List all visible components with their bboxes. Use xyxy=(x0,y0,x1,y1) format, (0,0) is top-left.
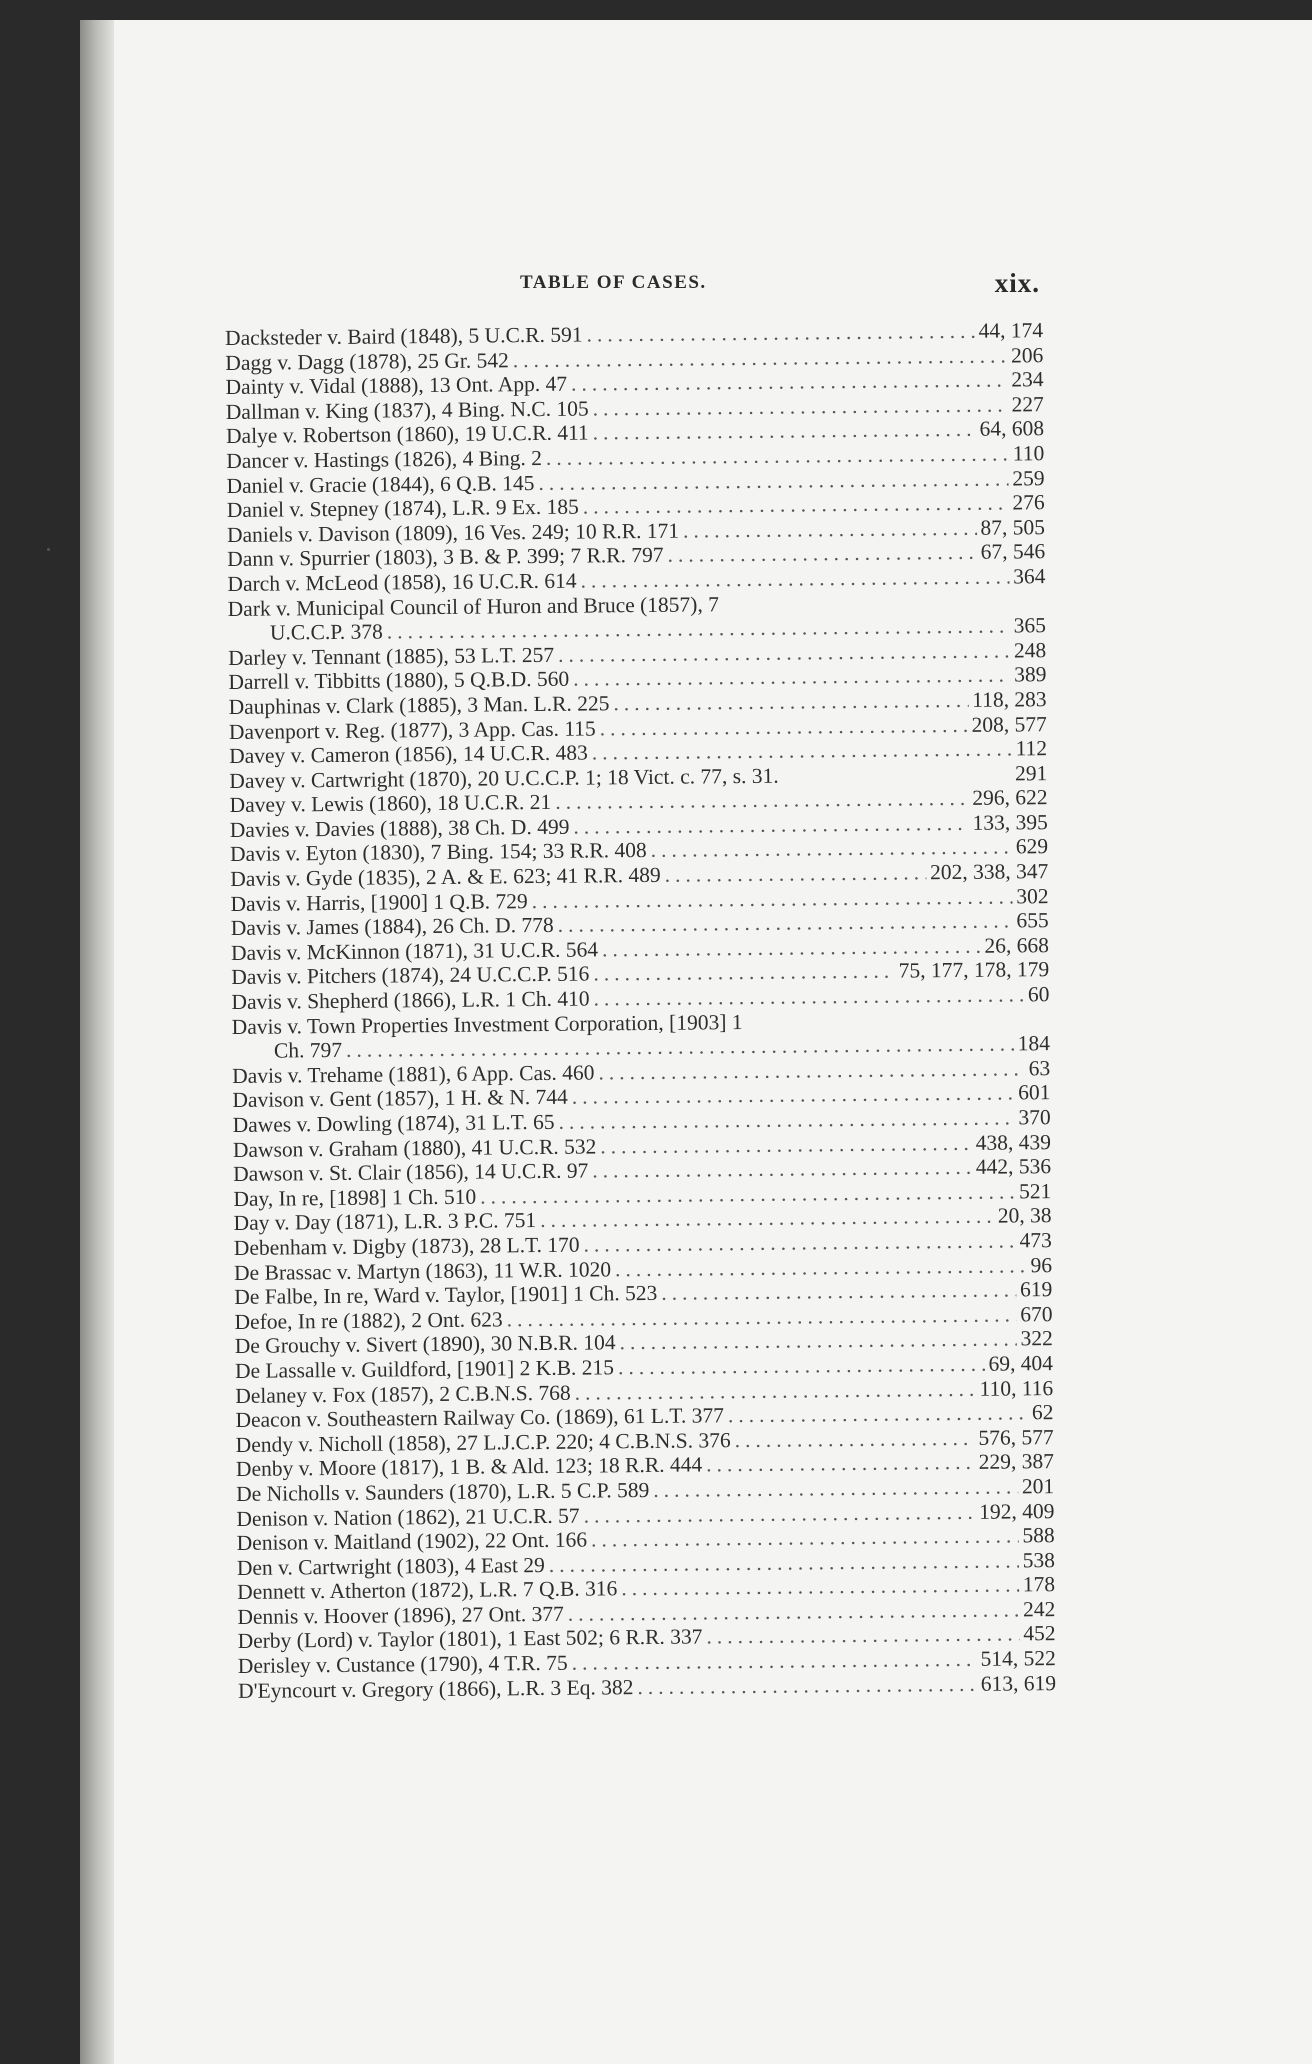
page-references: 364 xyxy=(1013,564,1046,589)
page-references: 601 xyxy=(1018,1080,1051,1105)
page-references: 588 xyxy=(1022,1523,1055,1548)
page-references: 670 xyxy=(1020,1301,1053,1327)
case-citation-continued: U.C.C.P. 378 xyxy=(269,619,383,645)
page-references: 202, 338, 347 xyxy=(929,859,1049,885)
page-references: 259 xyxy=(1012,465,1045,491)
case-citation: Debenham v. Digby (1873), 28 L.T. 170 xyxy=(233,1232,580,1260)
case-citation: Davey v. Lewis (1860), 18 U.C.R. 21 xyxy=(229,790,552,818)
dot-leader xyxy=(667,540,976,568)
case-citation: Darley v. Tennant (1885), 53 L.T. 257 xyxy=(228,642,555,670)
page-references: 442, 536 xyxy=(975,1154,1052,1180)
case-citation: Delaney v. Fox (1857), 2 C.B.N.S. 768 xyxy=(235,1380,571,1408)
case-citation: Davis v. McKinnon (1871), 31 U.C.R. 564 xyxy=(230,937,599,965)
page-references: 64, 608 xyxy=(979,416,1045,442)
page-references: 248 xyxy=(1013,637,1047,663)
page-references: 629 xyxy=(1015,834,1049,859)
page-references: 192, 409 xyxy=(979,1498,1055,1524)
page-references: 184 xyxy=(1017,1031,1051,1056)
case-citation-continued: Ch. 797 xyxy=(273,1038,343,1063)
page-references: 206 xyxy=(1010,342,1044,368)
page-references: 655 xyxy=(1016,908,1049,933)
page-references: 20, 38 xyxy=(997,1203,1052,1228)
case-citation: Denby v. Moore (1817), 1 B. & Ald. 123; 18 R.R. 444 xyxy=(235,1452,703,1482)
case-citation: Davis v. James (1884), 26 Ch. D. 778 xyxy=(230,913,554,941)
page-gutter-shadow xyxy=(80,20,114,2064)
case-citation: Deacon v. Southeastern Railway Co. (1869), 61 L.T. 377 xyxy=(235,1403,725,1433)
page-references: 242 xyxy=(1022,1596,1056,1622)
page-references: 63 xyxy=(1028,1055,1051,1081)
case-citation: De Nicholls v. Saunders (1870), L.R. 5 C.P. 589 xyxy=(236,1477,650,1506)
page-references: 69, 404 xyxy=(988,1351,1054,1376)
table-of-cases-list xyxy=(225,318,1056,1703)
page-references: 452 xyxy=(1023,1621,1056,1646)
case-citation: Dallman v. King (1837), 4 Bing. N.C. 105 xyxy=(225,396,589,424)
case-citation: Daniels v. Davison (1809), 16 Ves. 249; 10 R.R. 171 xyxy=(226,518,680,547)
page-references: 619 xyxy=(1019,1277,1053,1302)
running-title: TABLE OF CASES. xyxy=(520,272,707,293)
page-references: 110 xyxy=(1012,441,1045,466)
case-citation: Dauphinas v. Clark (1885), 3 Man. L.R. 225 xyxy=(228,691,610,719)
case-citation: Denison v. Nation (1862), 21 U.C.R. 57 xyxy=(236,1503,580,1531)
page-references: 576, 577 xyxy=(978,1424,1054,1450)
case-citation: Den v. Cartwright (1803), 4 East 29 xyxy=(236,1552,545,1580)
page-references: 389 xyxy=(1014,662,1047,687)
case-citation: Dark v. Municipal Council of Huron and Bruce (1857), 7 xyxy=(227,591,720,621)
case-citation: Derisley v. Custance (1790), 4 T.R. 75 xyxy=(237,1650,568,1679)
case-citation: Davey v. Cameron (1856), 14 U.C.R. 483 xyxy=(229,740,588,769)
page-header xyxy=(230,268,1040,308)
case-citation: Davis v. Pitchers (1874), 24 U.C.C.P. 516 xyxy=(231,961,590,990)
case-citation: Davis v. Shepherd (1866), L.R. 1 Ch. 410 xyxy=(231,986,590,1014)
case-citation: Dennis v. Hoover (1896), 27 Ont. 377 xyxy=(237,1601,564,1629)
case-citation: Dendy v. Nicholl (1858), 27 L.J.C.P. 220; 4 C.B.N.S. 376 xyxy=(235,1427,731,1457)
case-citation: Davis v. Town Properties Investment Corporation, [1903] 1 xyxy=(231,1009,743,1039)
dot-leader xyxy=(728,1400,1028,1428)
case-citation: D'Eyncourt v. Gregory (1866), L.R. 3 Eq. 382 xyxy=(237,1674,634,1703)
case-citation: Dawson v. St. Clair (1856), 14 U.C.R. 97 xyxy=(233,1158,589,1187)
case-citation: Dawes v. Dowling (1874), 31 L.T. 65 xyxy=(232,1109,555,1137)
case-citation: Dawson v. Graham (1880), 41 U.C.R. 532 xyxy=(232,1134,597,1162)
page-references: 227 xyxy=(1011,391,1044,417)
case-citation: Dacksteder v. Baird (1848), 5 U.C.R. 591 xyxy=(225,322,583,350)
page-number: xix. xyxy=(994,268,1040,298)
case-citation: Davison v. Gent (1857), 1 H. & N. 744 xyxy=(232,1085,568,1113)
page-references: 514, 522 xyxy=(980,1646,1056,1671)
case-citation: Davis v. Gyde (1835), 2 A. & E. 623; 41 R.R. 489 xyxy=(230,862,661,892)
page-references: 291 xyxy=(1014,760,1048,786)
case-citation: De Lassalle v. Guildford, [1901] 2 K.B. 215 xyxy=(234,1355,615,1383)
page-references: 302 xyxy=(1016,883,1049,909)
page-references: 229, 387 xyxy=(978,1449,1055,1475)
case-citation: Davey v. Cartwright (1870), 20 U.C.C.P. 1; 18 Vict. c. 77, s. 31. xyxy=(229,763,779,793)
page-references: 62 xyxy=(1031,1400,1054,1425)
page-references: 322 xyxy=(1020,1326,1053,1351)
page-references: 133, 395 xyxy=(972,810,1048,835)
case-citation: Darch v. McLeod (1858), 16 U.C.R. 614 xyxy=(227,568,577,596)
case-citation: Davis v. Trehame (1881), 6 App. Cas. 460 xyxy=(232,1060,595,1088)
dot-leader xyxy=(593,982,1024,1011)
page-references: 276 xyxy=(1012,490,1045,515)
page-references: 208, 577 xyxy=(971,711,1047,737)
case-citation: De Brassac v. Martyn (1863), 11 W.R. 1020 xyxy=(233,1256,612,1285)
case-citation: Dennett v. Atherton (1872), L.R. 7 Q.B. 316 xyxy=(237,1576,618,1605)
dot-leader xyxy=(637,1672,977,1700)
page-references: 473 xyxy=(1019,1228,1052,1253)
dot-leader xyxy=(706,1450,975,1478)
page-references: 96 xyxy=(1030,1252,1053,1277)
page-references: 365 xyxy=(1013,613,1047,638)
case-citation: Derby (Lord) v. Taylor (1801), 1 East 502; 6 R.R. 337 xyxy=(237,1624,703,1654)
page-references: 87, 505 xyxy=(980,514,1046,540)
page-references: 67, 546 xyxy=(980,539,1046,565)
case-citation: De Falbe, In re, Ward v. Taylor, [1901] 1 Ch. 523 xyxy=(234,1281,658,1310)
case-citation: Daniel v. Gracie (1844), 6 Q.B. 145 xyxy=(226,470,535,498)
page-references: 201 xyxy=(1021,1474,1055,1499)
page-references: 75, 177, 178, 179 xyxy=(898,957,1050,983)
page-references: 370 xyxy=(1018,1105,1051,1130)
case-citation: Dagg v. Dagg (1878), 25 Gr. 542 xyxy=(225,347,509,375)
page-references: 521 xyxy=(1018,1178,1052,1204)
case-citation: Day, In re, [1898] 1 Ch. 510 xyxy=(233,1184,477,1211)
ink-speck xyxy=(47,548,50,551)
case-citation: Darrell v. Tibbitts (1880), 5 Q.B.D. 560 xyxy=(228,667,570,695)
dot-leader xyxy=(592,737,1012,766)
page-references: 178 xyxy=(1022,1572,1056,1597)
page-references: 44, 174 xyxy=(978,318,1044,343)
case-citation: Davies v. Davies (1888), 38 Ch. D. 499 xyxy=(229,814,570,842)
dot-leader xyxy=(593,959,895,987)
dot-leader xyxy=(735,1426,975,1453)
page-references: 118, 283 xyxy=(972,687,1047,712)
page-references: 110, 116 xyxy=(979,1375,1054,1401)
case-citation: Dainty v. Vidal (1888), 13 Ont. App. 47 xyxy=(225,371,568,400)
dot-leader xyxy=(665,860,927,888)
page-references: 296, 622 xyxy=(972,785,1048,811)
case-citation: Davenport v. Reg. (1877), 3 App. Cas. 115 xyxy=(228,715,596,744)
page-references: 438, 439 xyxy=(975,1129,1051,1155)
page-references: 538 xyxy=(1022,1547,1055,1573)
dot-leader xyxy=(683,516,977,544)
case-citation: Davis v. Harris, [1900] 1 Q.B. 729 xyxy=(230,888,528,916)
dot-leader xyxy=(580,564,1009,593)
case-citation: Davis v. Eyton (1830), 7 Bing. 154; 33 R.R. 408 xyxy=(229,838,647,867)
page-references: 613, 619 xyxy=(980,1670,1057,1696)
case-citation: Defoe, In re (1882), 2 Ont. 623 xyxy=(234,1307,503,1334)
case-citation: De Grouchy v. Sivert (1890), 30 N.B.R. 104 xyxy=(234,1330,616,1359)
dot-leader xyxy=(706,1622,1019,1650)
case-citation: Dancer v. Hastings (1826), 4 Bing. 2 xyxy=(226,445,543,473)
page-references: 234 xyxy=(1011,367,1044,392)
case-citation: Day v. Day (1871), L.R. 3 P.C. 751 xyxy=(233,1208,537,1236)
case-citation: Denison v. Maitland (1902), 22 Ont. 166 xyxy=(236,1527,588,1556)
case-citation: Daniel v. Stepney (1874), L.R. 9 Ex. 185 xyxy=(226,494,579,523)
page-references: 112 xyxy=(1015,736,1048,761)
page-references: 60 xyxy=(1027,982,1050,1007)
page-references: 26, 668 xyxy=(984,932,1050,958)
case-citation: Dann v. Spurrier (1803), 3 B. & P. 399; 7 R.R. 797 xyxy=(227,543,664,572)
case-citation: Dalye v. Robertson (1860), 19 U.C.R. 411 xyxy=(225,420,589,449)
